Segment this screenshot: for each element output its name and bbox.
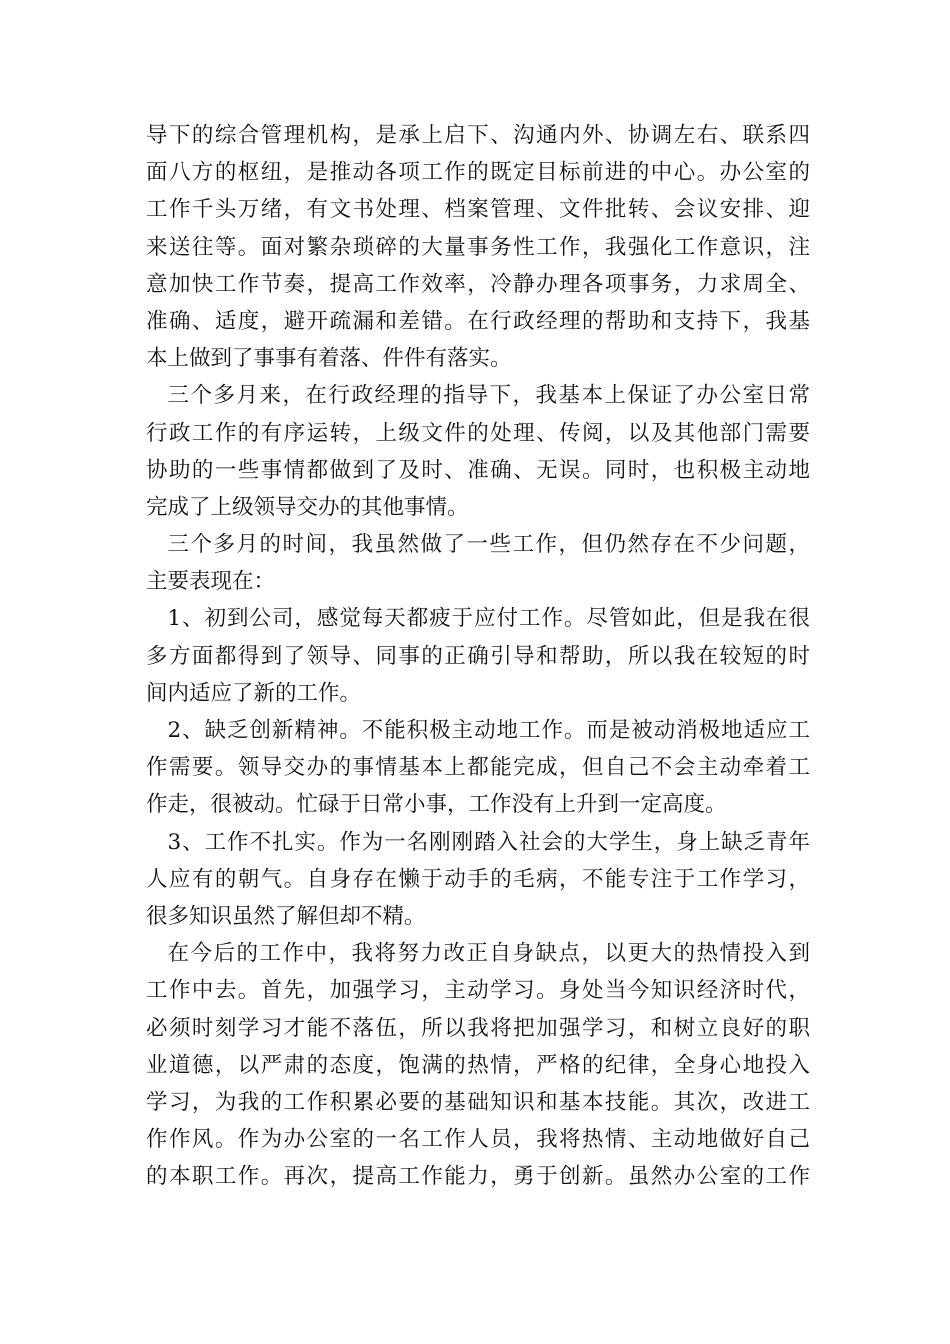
text-line: 1、初到公司，感觉每天都疲于应付工作。尽管如此，但是我在很	[167, 606, 810, 632]
text-line: 准确、适度，避开疏漏和差错。在行政经理的帮助和支持下，我基	[146, 308, 810, 334]
text-line: 协助的一些事情都做到了及时、准确、无误。同时，也积极主动地	[146, 457, 810, 483]
paragraph	[146, 935, 810, 1195]
text-line: 必须时刻学习才能不落伍，所以我将把加强学习，和树立良好的职	[146, 1015, 810, 1041]
text-line: 来送往等。面对繁杂琐碎的大量事务性工作，我强化工作意识，注	[146, 234, 810, 260]
text-line: 业道德，以严肃的态度，饱满的热情，严格的纪律，全身心地投入	[146, 1052, 810, 1078]
text-line: 导下的综合管理机构，是承上启下、沟通内外、协调左右、联系四	[146, 123, 810, 148]
paragraph	[146, 712, 810, 824]
text-line: 作需要。领导交办的事情基本上都能完成，但自己不会主动牵着工	[146, 755, 810, 781]
text-line: 2、缺乏创新精神。不能积极主动地工作。而是被动消极地适应工	[167, 718, 810, 743]
text-line: 作走，很被动。忙碌于日常小事，工作没有上升到一定高度。	[146, 792, 727, 818]
paragraph	[146, 526, 810, 600]
text-line: 的本职工作。再次，提高工作能力，勇于创新。虽然办公室的工作	[146, 1164, 810, 1190]
text-line: 主要表现在：	[146, 569, 276, 595]
paragraph	[146, 117, 810, 377]
text-line: 面八方的枢纽，是推动各项工作的既定目标前进的中心。办公室的	[146, 160, 810, 186]
text-line: 三个多月来，在行政经理的指导下，我基本上保证了办公室日常	[167, 383, 810, 409]
text-line: 作作风。作为办公室的一名工作人员，我将热情、主动地做好自己	[146, 1127, 810, 1153]
text-line: 很多知识虽然了解但却不精。	[146, 903, 426, 929]
text-line: 学习，为我的工作积累必要的基础知识和基本技能。其次，改进工	[146, 1089, 810, 1115]
text-line: 间内适应了新的工作。	[146, 680, 362, 706]
text-line: 完成了上级领导交办的其他事情。	[146, 494, 469, 520]
text-line: 3、工作不扎实。作为一名刚刚踏入社会的大学生，身上缺乏青年	[167, 829, 810, 855]
paragraph	[146, 824, 810, 936]
text-line: 多方面都得到了领导、同事的正确引导和帮助，所以我在较短的时	[146, 643, 810, 669]
text-line: 在今后的工作中，我将努力改正自身缺点，以更大的热情投入到	[167, 941, 810, 967]
text-line: 三个多月的时间，我虽然做了一些工作，但仍然存在不少问题，	[167, 532, 810, 558]
text-line: 本上做到了事事有着落、件件有落实。	[146, 346, 512, 372]
paragraph	[146, 377, 810, 526]
text-line: 行政工作的有序运转，上级文件的处理、传阅，以及其他部门需要	[146, 420, 810, 446]
text-line: 人应有的朝气。自身存在懒于动手的毛病，不能专注于工作学习，	[146, 866, 810, 892]
text-line: 工作中去。首先，加强学习，主动学习。身处当今知识经济时代，	[146, 978, 810, 1004]
text-line: 意加快工作节奏，提高工作效率，冷静办理各项事务，力求周全、	[146, 271, 810, 297]
text-line: 工作千头万绪，有文书处理、档案管理、文件批转、会议安排、迎	[146, 197, 810, 223]
document-body	[146, 117, 810, 1195]
paragraph	[146, 600, 810, 712]
